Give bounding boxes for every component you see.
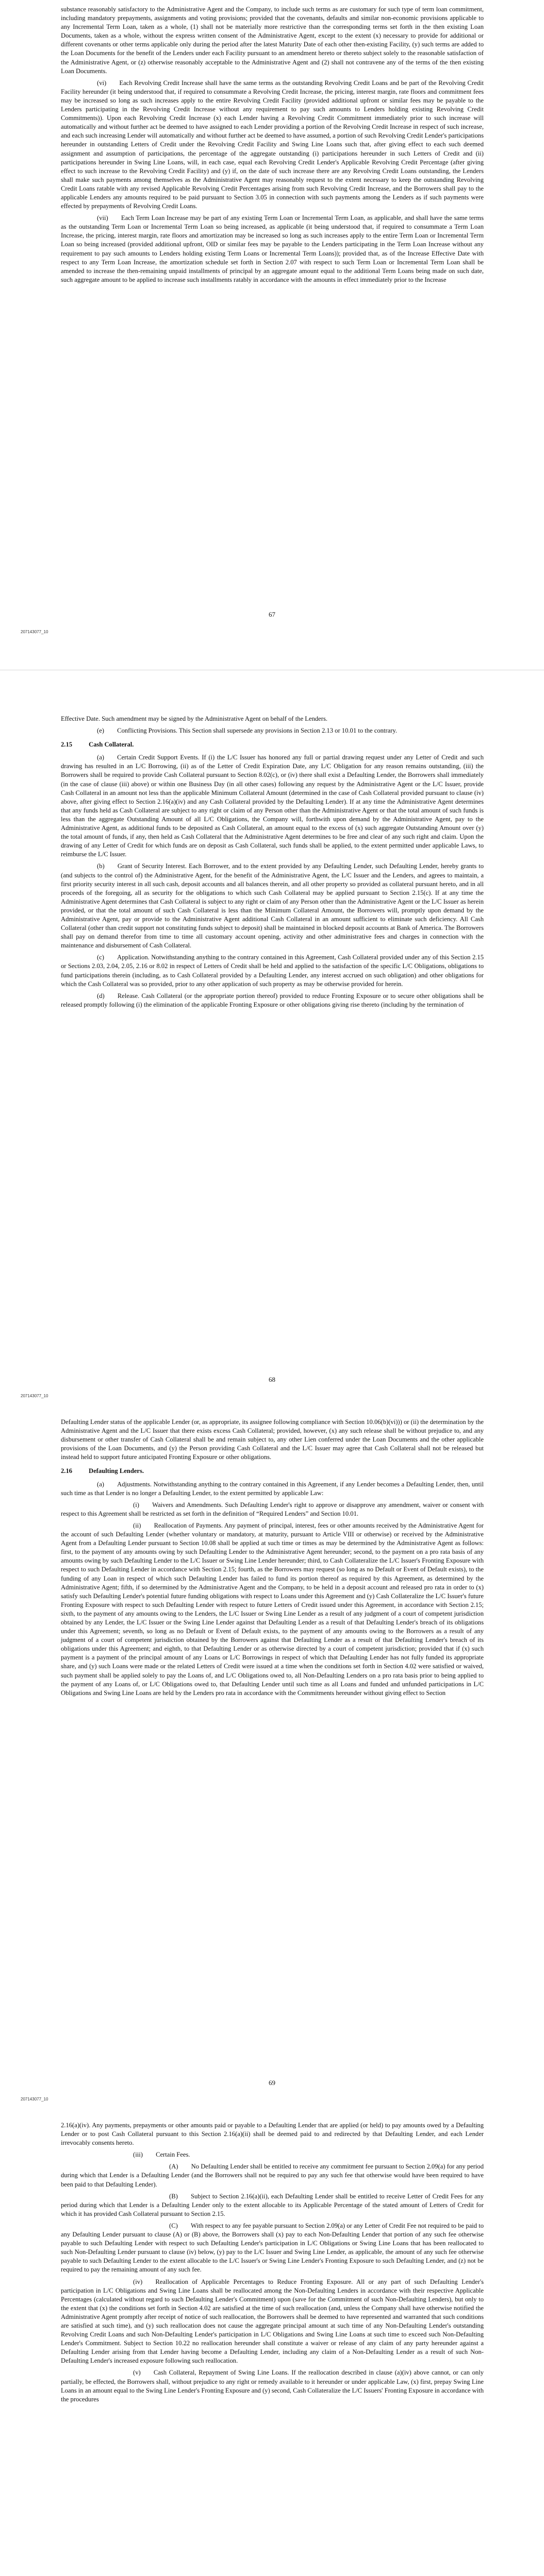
section-number: 2.15 [61,741,73,749]
body-paragraph: (C) With respect to any fee payable pursuant to Section 2.09(a) or any Letter of Credit Fee not required to be paid to any Defaulting Lender pursuant to clause (A) or (B) above, the Borrowers shall (x) pay to each Non-Defaulting Lender that portion of any such fee otherwise payable to such Defaulting Lender with respect to such Defaulting Lender's participation in L/C Obligations or Swing Line Loans that has been reallocated to such Non-Defaulting Lender pursuant to clause (iv) below, (y) pay to the L/C Issuer and Swing Line Lender, as applicable, the amount of any such fee otherwise payable to such Defaulting Lender to the extent allocable to the L/C Issuer's or Swing Line Lender's Fronting Exposure to such Defaulting Lender, and (z) not be required to pay the remaining amount of any such fee. [61,2222,484,2274]
document-page [0,1406,544,2110]
section-title: Cash Collateral. [89,741,134,749]
body-paragraph: (a) Certain Credit Support Events. If (i) the L/C Issuer has honored any full or partial drawing request under any Letter of Credit and such drawing has resulted in an L/C Borrowing, (ii) as of the Letter of Credit Expiration Date, any L/C Obligation for any reason remains outstanding, (iii) the Borrowers shall be required to provide Cash Collateral pursuant to Section 8.02(c), or (iv) there shall exist a Defaulting Lender, the Borrowers shall immediately (in the case of clause (iii) above) or within one Business Day (in all other cases) following any request by the Administrative Agent or the L/C Issuer, provide Cash Collateral in an amount not less than the applicable Minimum Collateral Amount (determined in the case of Cash Collateral provided pursuant to clause (iv) above, after giving effect to Section 2.16(a)(iv) and any Cash Collateral provided by the Defaulting Lender). If at any time the Administrative Agent determines that any funds held as Cash Collateral are subject to any right or claim of any Person other than the Administrative Agent or that the total amount of such funds is less than the aggregate Outstanding Amount of all L/C Obligations, the Company will, forthwith upon demand by the Administrative Agent, pay to the Administrative Agent, as additional funds to be deposited as Cash Collateral, an amount equal to the excess of (x) such aggregate Outstanding Amount over (y) the total amount of funds, if any, then held as Cash Collateral that the Administrative Agent determines to be free and clear of any such right and claim. Upon the drawing of any Letter of Credit for which funds are on deposit as Cash Collateral, such funds shall be applied, to the extent permitted under applicable Laws, to reimburse the L/C Issuer. [61,754,484,858]
body-paragraph: (iv) Reallocation of Applicable Percentages to Reduce Fronting Exposure. All or any part of such Defaulting Lender's participation in L/C Obligations and Swing Line Loans shall be reallocated among the Non-Defaulting Lenders in accordance with their respective Applicable Percentages (calculated without regard to such Defaulting Lender's Commitment) upon (save for the Commitment of such Non-Defaulting Lenders), but only to the extent that (x) the conditions set forth in Section 4.02 are satisfied at the time of such reallocation (and, unless the Company shall have otherwise notified the Administrative Agent promptly after receipt of notice of such reallocation, the Borrowers shall be deemed to have represented and warranted that such conditions are satisfied at such time), and (y) such reallocation does not cause the aggregate principal amount at such time of any Non-Defaulting Lender's outstanding Revolving Credit Loans and such Non-Defaulting Lender's participation in L/C Obligations and Swing Line Loans at such time to exceed such Non-Defaulting Lender's Commitment. Subject to Section 10.22 no reallocation hereunder shall constitute a waiver or release of any claim of any party hereunder against a Defaulting Lender arising from that Lender having become a Defaulting Lender, including any claim of a Non-Defaulting Lender as a result of such Non-Defaulting Lender's increased exposure following such reallocation. [61,2278,484,2365]
section-heading [61,1467,484,1476]
body-paragraph: Effective Date. Such amendment may be signed by the Administrative Agent on behalf of the Lenders. [61,715,328,722]
body-paragraph: (a) Adjustments. Notwithstanding anything to the contrary contained in this Agreement, if any Lender becomes a Defaulting Lender, then, until such time as that Lender is no longer a Defaulting Lender, to the extent permitted by applicable Law: [61,1480,484,1497]
page-number: 67 [269,611,275,618]
document-id: 207143077_10 [21,2097,48,2102]
body-paragraph: (b) Grant of Security Interest. Each Borrower, and to the extent provided by any Defaulting Lender, such Defaulting Lender, hereby grants to (and subjects to the control of) the Administrative Agent, for the benefit of the Administrative Agent, the L/C Issuer and the Lenders, and agrees to maintain, a first priority security interest in all such cash, deposit accounts and all balances therein, and all other property so provided as collateral pursuant hereto, and in all proceeds of the foregoing, all as security for the obligations to which such Cash Collateral may be applied pursuant to Section 2.15(c). If at any time the Administrative Agent determines that Cash Collateral is subject to any right or claim of any Person other than the Administrative Agent or the L/C Issuer as herein provided, or that the total amount of such Cash Collateral is less than the Minimum Collateral Amount, the Borrowers will, promptly upon demand by the Administrative Agent, pay or provide to the Administrative Agent additional Cash Collateral in an amount sufficient to eliminate such deficiency. All Cash Collateral (other than credit support not constituting funds subject to deposit) shall be maintained in blocked deposit accounts at Bank of America. The Borrowers shall pay on demand therefor from time to time all customary account opening, activity and other administrative fees and charges in connection with the maintenance and disbursement of Cash Collateral. [61,862,484,950]
body-paragraph: (vi) Each Revolving Credit Increase shall have the same terms as the outstanding Revolving Credit Loans and be part of the Revolving Credit Facility hereunder (it being understood that, if required to consummate a Revolving Credit Increase, the pricing, interest margin, rate floors and commitment fees may be increased so long as such increases apply to the entire Revolving Credit Facility (provided additional upfront or similar fees may be payable to the Lenders participating in the Revolving Credit Increase without any requirement to pay such amounts to Lenders holding existing Revolving Credit Commitments)). Upon each Revolving Credit Increase (x) each Lender having a Revolving Credit Commitment immediately prior to such increase will automatically and without further act be deemed to have assigned to each Lender providing a portion of the Revolving Credit Increase in respect of such increase, and each such increasing Lender will automatically and without further act be deemed to have assumed, a portion of such Revolving Credit Lender's participations hereunder in outstanding Letters of Credit under the Revolving Credit Facility and Swing Line Loans such that, after giving effect to each such deemed assignment and assumption of participations, the percentage of the aggregate outstanding (i) participations hereunder in such Letters of Credit and (ii) participations hereunder in Swing Line Loans, will, in each case, equal each Revolving Credit Lender's Applicable Revolving Credit Percentage (after giving effect to such increase to the Revolving Credit Facility) and (y) if, on the date of such increase there are any Revolving Credit Loans outstanding, the Lenders shall make such payments among themselves as the Administrative Agent may reasonably request to the extent necessary to keep the outstanding Revolving Credit Loans ratable with any revised Applicable Revolving Credit Percentages arising from such Revolving Credit Increase, and the Borrowers shall pay to the applicable Lenders any amounts required to be paid pursuant to Section 3.05 in connection with such payments among the Lenders as if such payments were effected by prepayments of Revolving Credit Loans. [61,79,484,210]
document-id: 207143077_10 [21,630,48,634]
body-paragraph: (ii) Reallocation of Payments. Any payment of principal, interest, fees or other amounts received by the Administrative Agent for the account of such Defaulting Lender (whether voluntary or mandatory, at maturity, pursuant to Article VIII or otherwise) or received by the Administrative Agent from a Defaulting Lender pursuant to Section 10.08 shall be applied at such time or times as may be determined by the Administrative Agent as follows: first, to the payment of any amounts owing by such Defaulting Lender to the Administrative Agent hereunder; second, to the payment on a pro rata basis of any amounts owing by such Defaulting Lender to the L/C Issuer or Swing Line Lender hereunder; third, to Cash Collateralize the L/C Issuer's Fronting Exposure with respect to such Defaulting Lender in accordance with Section 2.15; fourth, as the Borrowers may request (so long as no Default or Event of Default exists), to the funding of any Loan in respect of which such Defaulting Lender has failed to fund its portion thereof as required by this Agreement, as determined by the Administrative Agent; fifth, if so determined by the Administrative Agent and the Company, to be held in a deposit account and released pro rata in order to (x) satisfy such Defaulting Lender's potential future funding obligations with respect to Loans under this Agreement and (y) Cash Collateralize the L/C Issuer's future Fronting Exposure with respect to such Defaulting Lender with respect to future Letters of Credit issued under this Agreement, in accordance with Section 2.15; sixth, to the payment of any amounts owing to the Lenders, the L/C Issuer or Swing Line Lender as a result of any judgment of a court of competent jurisdiction obtained by any Lender, the L/C Issuer or the Swing Line Lender against that Defaulting Lender as a result of that Defaulting Lender's breach of its obligations under this Agreement; seventh, so long as no Default or Event of Default exists, to the payment of any amounts owing to the Borrowers as a result of any judgment of a court of competent jurisdiction obtained by the Borrowers against that Defaulting Lender as a result of that Defaulting Lender's breach of its obligations under this Agreement; and eighth, to that Defaulting Lender or as otherwise directed by a court of competent jurisdiction; provided that if (x) such payment is a payment of the principal amount of any Loans or L/C Borrowings in respect of which that Defaulting Lender has not fully funded its appropriate share, and (y) such Loans were made or the related Letters of Credit were issued at a time when the conditions set forth in Section 4.02 were satisfied or waived, such payment shall be applied solely to pay the Loans of, and L/C Obligations owed to, all Non-Defaulting Lenders on a pro rata basis prior to being applied to the payment of any Loans of, or L/C Obligations owed to, that Defaulting Lender until such time as all Loans and funded and unfunded participations in L/C Obligations and Swing Line Loans are held by the Lenders pro rata in accordance with the Commitments hereunder without giving effect to Section [61,1521,484,1697]
body-paragraph: (d) Release. Cash Collateral (or the appropriate portion thereof) provided to reduce Fronting Exposure or to secure other obligations shall be released promptly following (i) the elimination of the applicable Fronting Exposure or other obligations giving rise thereto (including by the termination of [61,992,484,1008]
body-paragraph: substance reasonably satisfactory to the Administrative Agent and the Company, to include such terms as are customary for such type of term loan commitment, including mandatory prepayments, assignments and voting provisions; provided that the covenants, defaults and similar non-economic provisions applicable to any Incremental Term Loan, taken as a whole, (1) shall not be materially more restrictive than the corresponding terms set forth in the then existing Loan Documents, taken as a whole, without the express written consent of the Administrative Agent, except to the extent (x) necessary to provide for additional or different covenants or other terms applicable only during the period after the latest Maturity Date of each other then-existing Facility, (y) such terms are added to the Loan Documents for the benefit of the Lenders under each Facility pursuant to an amendment hereto or thereto subject solely to the reasonable satisfaction of the Administrative Agent, or (z) otherwise reasonably acceptable to the Administrative Agent and (2) shall not contravene any of the terms of the then existing Loan Documents. [61,6,484,75]
page-body [61,2121,484,2407]
body-paragraph: (B) Subject to Section 2.16(a)(ii), each Defaulting Lender shall be entitled to receive Letter of Credit Fees for any period during which that Lender is a Defaulting Lender only to the extent allocable to its Applicable Percentage of the stated amount of Letters of Credit for which it has provided Cash Collateral pursuant to Section 2.15. [61,2192,484,2217]
body-paragraph: (vii) Each Term Loan Increase may be part of any existing Term Loan or Incremental Term Loan, as applicable, and shall have the same terms as the outstanding Term Loan or Incremental Term Loan so being increased, as applicable (it being understood that, if required to consummate a Term Loan Increase, the pricing, interest margin, rate floors and amortization may be increased so long as such increases apply to the entire Term Loan or Incremental Term Loan so being increased (provided additional upfront, OID or similar fees may be payable to the Lenders participating in the Term Loan Increase without any requirement to pay such amounts to Lenders holding existing Term Loans or Incremental Term Loans)); provided that, as of the Increase Effective Date with respect to any Term Loan Increase, the amortization schedule set forth in Section 2.07 with respect to such Term Loan or Incremental Term Loan shall be amended to increase the then-remaining unpaid installments of principal by an aggregate amount equal to the additional Term Loans being made on such date, such aggregate amount to be applied to increase such installments ratably in accordance with the amounts in effect immediately prior to the Increase [61,214,484,283]
body-paragraph: (iii) Certain Fees. [133,2151,190,2159]
body-paragraph: (c) Application. Notwithstanding anything to the contrary contained in this Agreement, Cash Collateral provided under any of this Section 2.15 or Sections 2.03, 2.04, 2.05, 2.16 or 8.02 in respect of Letters of Credit shall be held and applied to the satisfaction of the specific L/C Obligations, obligations to fund participations therein (including, as to Cash Collateral provided by a Defaulting Lender, any interest accrued on such obligation) and other obligations for which the Cash Collateral was so provided, prior to any other application of such property as may be otherwise provided for herein. [61,954,484,988]
document-id: 207143077_10 [21,1394,48,1398]
page-body [61,5,484,287]
document-page [0,0,544,639]
page-number: 68 [269,1376,275,1383]
page-body [61,715,484,1012]
body-paragraph: (A) No Defaulting Lender shall be entitled to receive any commitment fee pursuant to Section 2.09(a) for any period during which that Lender is a Defaulting Lender (and the Borrowers shall not be required to pay any such fee that otherwise would have been required to have been paid to that Defaulting Lender). [61,2163,484,2188]
page-number: 69 [269,2079,275,2087]
page-body [61,1418,484,1701]
body-paragraph: (i) Waivers and Amendments. Such Defaulting Lender's right to approve or disapprove any amendment, waiver or consent with respect to this Agreement shall be restricted as set forth in the definition of “Required Lenders” and Section 10.01. [61,1501,484,1517]
section-number: 2.16 [61,1467,73,1475]
body-paragraph: (e) Conflicting Provisions. This Section shall supersede any provisions in Section 2.13 or 10.01 to the contrary. [97,727,398,735]
section-title: Defaulting Lenders. [89,1467,144,1475]
section-heading [61,740,484,749]
body-paragraph: (v) Cash Collateral, Repayment of Swing Line Loans. If the reallocation described in clause (a)(iv) above cannot, or can only partially, be effected, the Borrowers shall, without prejudice to any right or remedy available to it hereunder or under applicable Law, (x) first, prepay Swing Line Loans in an amount equal to the Swing Line Lender's Fronting Exposure and (y) second, Cash Collateralize the L/C Issuers' Fronting Exposure in accordance with the procedures [61,2369,484,2403]
body-paragraph: 2.16(a)(iv). Any payments, prepayments or other amounts paid or payable to a Defaulting Lender that are applied (or held) to pay amounts owed by a Defaulting Lender or to post Cash Collateral pursuant to this Section 2.16(a)(ii) shall be deemed paid to and redirected by that Defaulting Lender, and each Lender irrevocably consents hereto. [61,2122,484,2147]
body-paragraph: Defaulting Lender status of the applicable Lender (or, as appropriate, its assignee following compliance with Section 10.06(b)(vi))) or (ii) the determination by the Administrative Agent and the L/C Issuer that there exists excess Cash Collateral; provided, however, (x) any such release shall be without prejudice to, and any disbursement or other transfer of Cash Collateral shall be and remain subject to, any other Lien conferred under the Loan Documents and the other applicable provisions of the Loan Documents, and (y) the Person providing Cash Collateral and the L/C Issuer may agree that Cash Collateral shall not be released but instead held to support future anticipated Fronting Exposure or other obligations. [61,1418,484,1461]
document-page [0,703,544,1406]
document-page [0,2110,544,2576]
